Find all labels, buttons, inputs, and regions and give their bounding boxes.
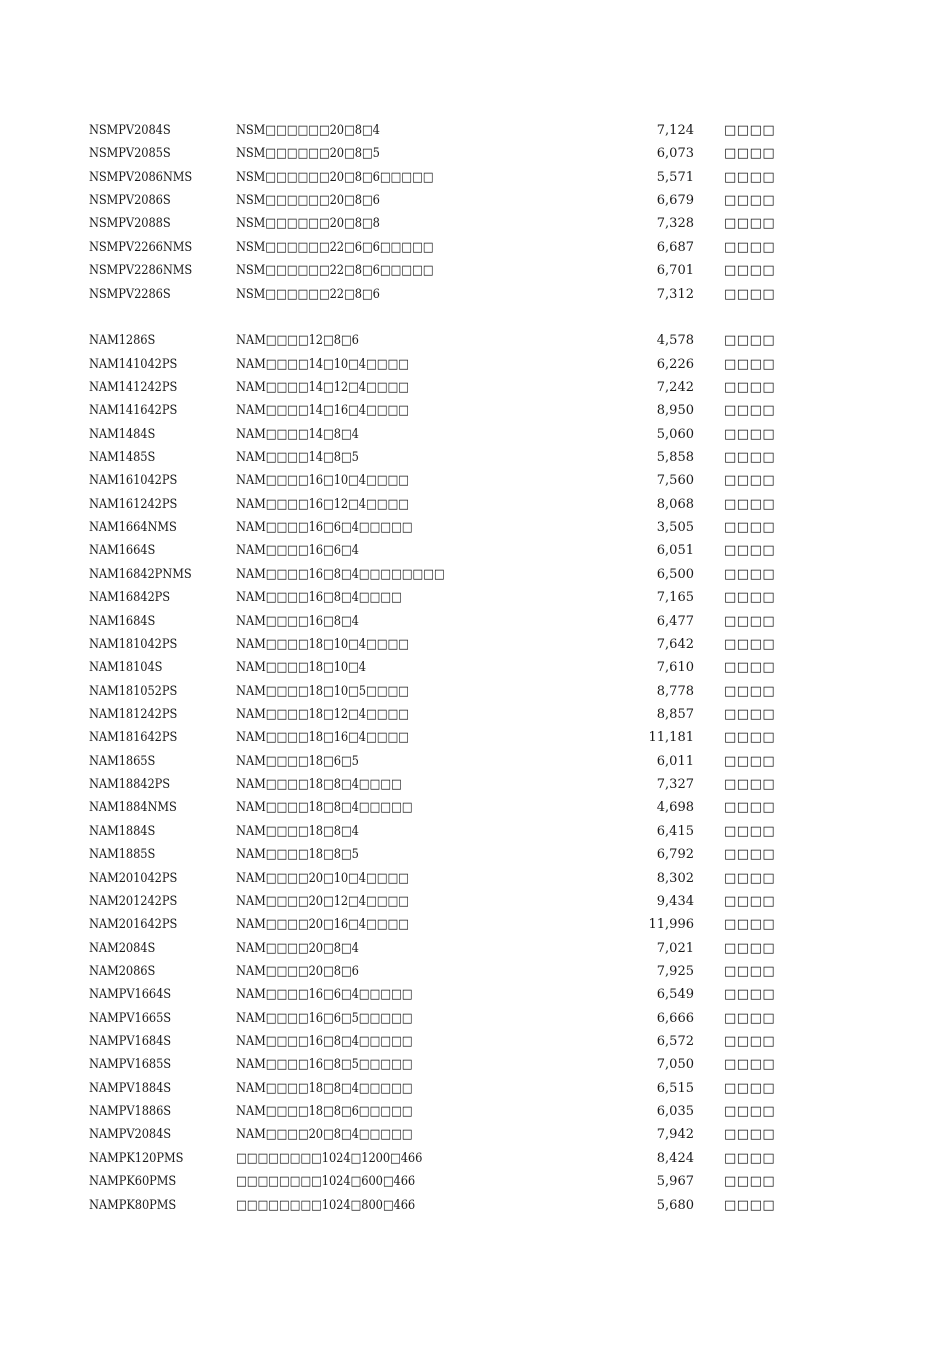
table-row xyxy=(0,119,950,142)
product-description: NAM□□□□18□8□4□□□□□ xyxy=(236,1080,413,1096)
product-unit: □□□□ xyxy=(724,123,776,138)
table-row xyxy=(0,539,950,562)
product-code: NAM181642PS xyxy=(89,730,178,746)
table-row xyxy=(0,1194,950,1217)
product-description: NSM□□□□□□20□8□4 xyxy=(236,123,380,138)
product-description: NAM□□□□18□8□4□□□□ xyxy=(236,777,402,793)
product-price: 8,778 xyxy=(656,683,694,699)
product-unit: □□□□ xyxy=(724,426,776,442)
table-row xyxy=(0,329,950,352)
product-unit: □□□□ xyxy=(724,239,776,255)
product-description: NAM□□□□16□6□5□□□□□ xyxy=(236,1010,413,1026)
table-row xyxy=(0,867,950,890)
product-code: NAM1865S xyxy=(89,753,156,769)
table-row xyxy=(0,960,950,983)
product-description: NSM□□□□□□22□8□6 xyxy=(236,286,380,302)
product-unit: □□□□ xyxy=(724,286,776,302)
table-row xyxy=(0,820,950,843)
product-code: NAM201242PS xyxy=(89,893,178,909)
product-code: NAM161242PS xyxy=(89,496,178,512)
product-unit: □□□□ xyxy=(724,1150,776,1166)
product-unit: □□□□ xyxy=(724,379,776,395)
product-description: NAM□□□□16□8□4□□□□□□□□ xyxy=(236,566,445,582)
product-unit: □□□□ xyxy=(724,216,776,232)
product-code: NAMPV1665S xyxy=(89,1010,172,1026)
product-code: NAMPV1685S xyxy=(89,1057,172,1073)
product-code: NSMPV2088S xyxy=(89,216,171,232)
product-unit: □□□□ xyxy=(724,1080,776,1096)
product-code: NAMPV1886S xyxy=(89,1104,172,1120)
table-row xyxy=(0,1077,950,1100)
product-code: NAM1684S xyxy=(89,613,156,629)
product-code: NAM1885S xyxy=(89,847,156,863)
table-row xyxy=(0,1123,950,1146)
product-price: 6,477 xyxy=(656,613,694,629)
product-code: NAM1484S xyxy=(89,426,156,442)
product-price: 4,698 xyxy=(656,800,694,816)
table-row xyxy=(0,610,950,633)
product-unit: □□□□ xyxy=(724,473,776,489)
table-row xyxy=(0,1030,950,1053)
product-description: NAM□□□□20□8□4 xyxy=(236,940,359,956)
section-spacer xyxy=(0,306,950,329)
product-code: NAM1884S xyxy=(89,823,156,839)
product-price: 4,578 xyxy=(656,333,694,349)
product-description: NAM□□□□16□12□4□□□□ xyxy=(236,496,409,512)
table-row xyxy=(0,656,950,679)
product-price: 11,181 xyxy=(648,730,694,746)
product-description: NAM□□□□16□8□4□□□□ xyxy=(236,590,402,606)
product-code: NAM16842PNMS xyxy=(89,566,192,582)
product-unit: □□□□ xyxy=(724,1174,776,1190)
product-description: □□□□□□□□1024□1200□466 xyxy=(236,1150,423,1166)
product-unit: □□□□ xyxy=(724,193,776,209)
product-description: NAM□□□□14□10□4□□□□ xyxy=(236,356,409,372)
product-price: 5,060 xyxy=(656,426,694,442)
product-unit: □□□□ xyxy=(724,566,776,582)
product-price: 11,996 xyxy=(648,917,694,933)
product-price: 7,610 xyxy=(656,660,694,676)
product-price: 8,302 xyxy=(656,870,694,886)
product-price: 6,687 xyxy=(656,239,694,255)
product-code: NSMPV2286NMS xyxy=(89,263,193,279)
product-price: 6,515 xyxy=(656,1080,694,1096)
product-description: NAM□□□□20□12□4□□□□ xyxy=(236,893,409,909)
product-unit: □□□□ xyxy=(724,683,776,699)
product-price: 6,415 xyxy=(656,823,694,839)
table-row xyxy=(0,212,950,235)
table-row xyxy=(0,726,950,749)
product-description: NAM□□□□16□10□4□□□□ xyxy=(236,473,409,489)
product-description: NAM□□□□14□12□4□□□□ xyxy=(236,379,409,395)
product-description: NAM□□□□18□16□4□□□□ xyxy=(236,730,409,746)
product-price: 6,035 xyxy=(656,1104,694,1120)
product-price: 7,327 xyxy=(656,777,694,793)
price-list-table xyxy=(0,119,950,1217)
table-row xyxy=(0,937,950,960)
product-unit: □□□□ xyxy=(724,356,776,372)
product-code: NAMPV1884S xyxy=(89,1080,172,1096)
product-unit: □□□□ xyxy=(724,730,776,746)
table-row xyxy=(0,469,950,492)
product-code: NAM18842PS xyxy=(89,777,171,793)
product-description: NAM□□□□16□6□4□□□□□ xyxy=(236,987,413,1003)
product-price: 7,642 xyxy=(656,636,694,652)
product-code: NAM141642PS xyxy=(89,403,178,419)
product-unit: □□□□ xyxy=(724,917,776,933)
product-description: NSM□□□□□□20□8□8 xyxy=(236,216,380,232)
product-code: NSMPV2085S xyxy=(89,146,171,162)
product-description: NAM□□□□16□6□4 xyxy=(236,543,359,559)
product-price: 7,124 xyxy=(656,123,694,138)
product-description: NAM□□□□18□10□4□□□□ xyxy=(236,636,409,652)
product-description: □□□□□□□□1024□600□466 xyxy=(236,1174,416,1190)
product-description: NSM□□□□□□20□8□6 xyxy=(236,193,380,209)
product-unit: □□□□ xyxy=(724,823,776,839)
product-unit: □□□□ xyxy=(724,800,776,816)
product-unit: □□□□ xyxy=(724,543,776,559)
product-price: 7,050 xyxy=(656,1057,694,1073)
product-price: 7,925 xyxy=(656,963,694,979)
product-code: NSMPV2286S xyxy=(89,286,171,302)
product-description: NAM□□□□18□12□4□□□□ xyxy=(236,706,409,722)
product-price: 5,967 xyxy=(656,1174,694,1190)
product-code: NSMPV2086NMS xyxy=(89,169,193,185)
table-row xyxy=(0,586,950,609)
product-price: 6,011 xyxy=(656,753,694,769)
product-price: 6,666 xyxy=(656,1010,694,1026)
table-row xyxy=(0,493,950,516)
product-unit: □□□□ xyxy=(724,940,776,956)
product-code: NAM1664S xyxy=(89,543,156,559)
product-price: 8,068 xyxy=(656,496,694,512)
product-unit: □□□□ xyxy=(724,847,776,863)
product-code: NAM18104S xyxy=(89,660,163,676)
table-row xyxy=(0,166,950,189)
product-code: NAMPK120PMS xyxy=(89,1150,184,1166)
product-code: NSMPV2084S xyxy=(89,123,171,138)
product-unit: □□□□ xyxy=(724,1010,776,1026)
product-unit: □□□□ xyxy=(724,660,776,676)
table-row xyxy=(0,1170,950,1193)
product-description: NAM□□□□14□8□4 xyxy=(236,426,359,442)
product-unit: □□□□ xyxy=(724,1127,776,1143)
product-price: 7,560 xyxy=(656,473,694,489)
table-row xyxy=(0,750,950,773)
product-code: NAMPV1664S xyxy=(89,987,172,1003)
product-description: NAM□□□□12□8□6 xyxy=(236,333,359,349)
product-price: 6,549 xyxy=(656,987,694,1003)
product-price: 7,021 xyxy=(656,940,694,956)
product-description: NAM□□□□18□6□5 xyxy=(236,753,359,769)
product-unit: □□□□ xyxy=(724,450,776,466)
product-price: 6,572 xyxy=(656,1034,694,1050)
product-description: NAM□□□□18□8□5 xyxy=(236,847,359,863)
product-price: 3,505 xyxy=(656,520,694,536)
product-unit: □□□□ xyxy=(724,403,776,419)
product-code: NSMPV2266NMS xyxy=(89,239,193,255)
table-row xyxy=(0,773,950,796)
product-description: NAM□□□□18□8□4□□□□□ xyxy=(236,800,413,816)
table-row xyxy=(0,283,950,306)
product-description: NAM□□□□20□10□4□□□□ xyxy=(236,870,409,886)
product-price: 8,857 xyxy=(656,706,694,722)
product-unit: □□□□ xyxy=(724,987,776,1003)
product-price: 7,328 xyxy=(656,216,694,232)
product-price: 6,051 xyxy=(656,543,694,559)
product-unit: □□□□ xyxy=(724,496,776,512)
product-code: NAM181242PS xyxy=(89,706,178,722)
product-code: NAMPK60PMS xyxy=(89,1174,177,1190)
product-price: 8,950 xyxy=(656,403,694,419)
table-row xyxy=(0,563,950,586)
product-price: 7,242 xyxy=(656,379,694,395)
table-row xyxy=(0,1100,950,1123)
product-description: NAM□□□□18□8□4 xyxy=(236,823,359,839)
product-price: 8,424 xyxy=(656,1150,694,1166)
product-price: 7,165 xyxy=(656,590,694,606)
table-row xyxy=(0,680,950,703)
product-description: NSM□□□□□□22□6□6□□□□□ xyxy=(236,239,434,255)
product-description: NAM□□□□14□8□5 xyxy=(236,450,359,466)
table-row xyxy=(0,423,950,446)
product-description: NSM□□□□□□20□8□6□□□□□ xyxy=(236,169,434,185)
product-description: NAM□□□□16□8□5□□□□□ xyxy=(236,1057,413,1073)
product-code: NAM16842PS xyxy=(89,590,171,606)
product-description: NAM□□□□16□8□4 xyxy=(236,613,359,629)
table-row xyxy=(0,446,950,469)
product-unit: □□□□ xyxy=(724,1104,776,1120)
table-row xyxy=(0,633,950,656)
table-row xyxy=(0,376,950,399)
table-row xyxy=(0,236,950,259)
table-row xyxy=(0,189,950,212)
product-unit: □□□□ xyxy=(724,893,776,909)
product-unit: □□□□ xyxy=(724,333,776,349)
table-row xyxy=(0,142,950,165)
product-code: NAM141242PS xyxy=(89,379,178,395)
table-row xyxy=(0,913,950,936)
table-row xyxy=(0,1147,950,1170)
table-row xyxy=(0,516,950,539)
product-code: NAM181052PS xyxy=(89,683,178,699)
product-code: NAMPK80PMS xyxy=(89,1197,177,1213)
product-unit: □□□□ xyxy=(724,1197,776,1213)
table-row xyxy=(0,1007,950,1030)
table-row xyxy=(0,1053,950,1076)
product-code: NAM201042PS xyxy=(89,870,178,886)
product-code: NAM2086S xyxy=(89,963,156,979)
product-unit: □□□□ xyxy=(724,636,776,652)
product-unit: □□□□ xyxy=(724,146,776,162)
product-description: NSM□□□□□□20□8□5 xyxy=(236,146,380,162)
product-code: NAM1485S xyxy=(89,450,156,466)
product-unit: □□□□ xyxy=(724,169,776,185)
product-price: 6,679 xyxy=(656,193,694,209)
product-description: NAM□□□□14□16□4□□□□ xyxy=(236,403,409,419)
product-price: 5,680 xyxy=(656,1197,694,1213)
table-row xyxy=(0,983,950,1006)
product-price: 5,571 xyxy=(656,169,694,185)
product-code: NAM141042PS xyxy=(89,356,178,372)
product-code: NAM181042PS xyxy=(89,636,178,652)
product-description: NAM□□□□20□8□4□□□□□ xyxy=(236,1127,413,1143)
product-unit: □□□□ xyxy=(724,263,776,279)
product-unit: □□□□ xyxy=(724,777,776,793)
product-price: 6,226 xyxy=(656,356,694,372)
product-description: NAM□□□□18□10□4 xyxy=(236,660,367,676)
table-row xyxy=(0,353,950,376)
product-code: NAM2084S xyxy=(89,940,156,956)
product-description: □□□□□□□□1024□800□466 xyxy=(236,1197,416,1213)
product-unit: □□□□ xyxy=(724,1034,776,1050)
product-price: 7,312 xyxy=(656,286,694,302)
product-unit: □□□□ xyxy=(724,520,776,536)
product-unit: □□□□ xyxy=(724,706,776,722)
product-unit: □□□□ xyxy=(724,1057,776,1073)
product-code: NAMPV1684S xyxy=(89,1034,172,1050)
product-description: NAM□□□□16□6□4□□□□□ xyxy=(236,520,413,536)
product-unit: □□□□ xyxy=(724,590,776,606)
product-description: NAM□□□□20□16□4□□□□ xyxy=(236,917,409,933)
product-description: NAM□□□□16□8□4□□□□□ xyxy=(236,1034,413,1050)
product-description: NAM□□□□20□8□6 xyxy=(236,963,359,979)
product-unit: □□□□ xyxy=(724,753,776,769)
product-price: 9,434 xyxy=(656,893,694,909)
product-unit: □□□□ xyxy=(724,870,776,886)
product-price: 6,701 xyxy=(656,263,694,279)
product-unit: □□□□ xyxy=(724,613,776,629)
product-price: 6,792 xyxy=(656,847,694,863)
product-code: NAM161042PS xyxy=(89,473,178,489)
product-description: NAM□□□□18□8□6□□□□□ xyxy=(236,1104,413,1120)
table-row xyxy=(0,399,950,422)
table-row xyxy=(0,703,950,726)
table-row xyxy=(0,259,950,282)
product-unit: □□□□ xyxy=(724,963,776,979)
product-description: NAM□□□□18□10□5□□□□ xyxy=(236,683,409,699)
product-price: 7,942 xyxy=(656,1127,694,1143)
product-price: 5,858 xyxy=(656,450,694,466)
product-code: NAMPV2084S xyxy=(89,1127,172,1143)
product-code: NSMPV2086S xyxy=(89,193,171,209)
product-code: NAM1286S xyxy=(89,333,156,349)
table-row xyxy=(0,843,950,866)
product-description: NSM□□□□□□22□8□6□□□□□ xyxy=(236,263,434,279)
product-code: NAM201642PS xyxy=(89,917,178,933)
product-code: NAM1884NMS xyxy=(89,800,177,816)
product-price: 6,500 xyxy=(656,566,694,582)
table-row xyxy=(0,890,950,913)
product-price: 6,073 xyxy=(656,146,694,162)
table-row xyxy=(0,796,950,819)
product-code: NAM1664NMS xyxy=(89,520,177,536)
